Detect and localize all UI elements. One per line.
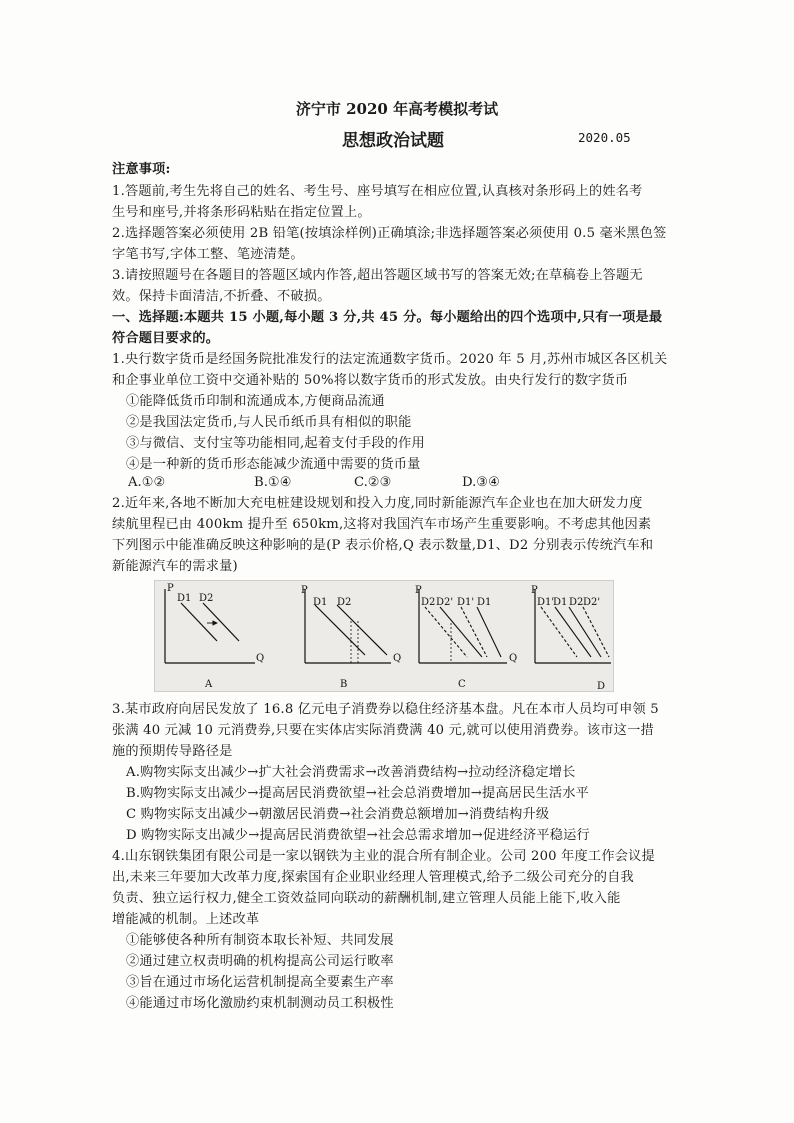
subject-title: 思想政治试题: [342, 131, 444, 151]
q1-item: ④是一种新的货币形态能减少流通中需要的货币量: [126, 457, 421, 472]
q3-option-c: C 购物实际支出减少→朝激居民消费→社会消费总额增加→消费结构升级: [126, 807, 550, 822]
notes-line: 2.选择题答案必须使用 2B 铅笔(按填涂样例)正确填涂;非选择题答案必须使用 0.5 毫米黑色签: [112, 226, 667, 241]
curve-label: D1': [457, 597, 475, 608]
curve-label: D2: [421, 597, 436, 608]
panel-letter: C: [458, 679, 466, 690]
notes-line: 字笔书写,字体工整、笔迹清楚。: [112, 247, 304, 262]
q2-stem: 新能源汽车的需求量): [112, 559, 238, 574]
axis-label: P: [531, 585, 538, 596]
notes-heading: 注意事项:: [112, 162, 171, 177]
panel-d: [531, 585, 611, 691]
notes-line: 生号和座号,并将条形码粘贴在指定位置上。: [112, 205, 371, 220]
panel-letter: B: [340, 679, 348, 690]
axis-label: P: [167, 583, 174, 594]
panel-letter: D: [597, 681, 606, 691]
q4-item: ①能够使各种所有制资本取长补短、共同发展: [126, 933, 394, 948]
curve-label: D1: [313, 597, 328, 608]
q2-stem: 2.近年来,各地不断加大充电桩建设规划和投入力度,同时新能源汽车企业也在加大研发力度: [112, 496, 643, 511]
notes-line: 效。保持卡面清洁,不折叠、不破损。: [112, 289, 331, 304]
q3-stem: 张满 40 元减 10 元消费券,只要在实体店实际消费满 40 元,就可以使用消费券。该市这一措: [112, 723, 654, 738]
curve-label: D1': [537, 597, 555, 608]
exam-date: 2020.05: [578, 130, 631, 145]
exam-title: 济宁市 2020 年高考模拟考试: [295, 100, 499, 118]
curve-label: D1: [177, 593, 192, 604]
section-heading: 一、选择题:本题共 15 小题,每小题 3 分,共 45 分。每小题给出的四个选项中,只有一项是最: [112, 310, 663, 325]
panel-a: [165, 583, 264, 690]
q1-option-c: C.②③: [354, 475, 392, 490]
q3-stem: 施的预期传导路径是: [112, 744, 233, 759]
q4-stem: 4.山东钢铁集团有限公司是一家以钢铁为主业的混合所有制企业。公司 200 年度工作会议提: [112, 849, 655, 864]
q3-option-a: A.购物实际支出减少→扩大社会消费需求→改善消费结构→拉动经济稳定增长: [126, 765, 576, 780]
q3-option-d: D 购物实际支出减少→提高居民消费欲望→社会总需求增加→促进经济平稳运行: [126, 828, 590, 843]
q2-stem: 续航里程已由 400km 提升至 650km,这将对我国汽车市场产生重要影响。不考虑其他因素: [112, 517, 652, 532]
curve-label: D2': [436, 597, 454, 608]
notes-line: 3.请按照题号在各题目的答题区域内作答,超出答题区域书写的答案无效;在草稿卷上答题无: [112, 268, 643, 283]
curve-label: D2: [569, 597, 584, 608]
q4-item: ③旨在通过市场化运营机制提高全要素生产率: [126, 975, 394, 990]
notes-line: 1.答题前,考生先将自己的姓名、考生号、座号填写在相应位置,认真核对条形码上的姓名考: [112, 184, 643, 199]
q1-item: ②是我国法定货币,与人民币纸币具有相似的职能: [126, 415, 412, 430]
q1-option-d: D.③④: [462, 475, 500, 490]
q1-stem: 和企事业单位工资中交通补贴的 50%将以数字货币的形式发放。由央行发行的数字货币: [112, 373, 629, 388]
q2-stem: 下列图示中能准确反映这种影响的是(P 表示价格,Q 表示数量,D1、D2 分别表示传统汽车和: [112, 538, 654, 553]
q1-option-a: A.①②: [128, 475, 166, 490]
curve-label: D1: [553, 597, 568, 608]
curve-label: D2: [199, 593, 214, 604]
section-heading: 符合题目要求的。: [112, 331, 220, 346]
q4-stem: 负责、独立运行权力,健全工资效益同向联动的薪酬机制,建立管理人员能上能下,收入能: [112, 891, 621, 906]
curve-label: D2: [337, 597, 352, 608]
q1-item: ③与微信、支付宝等功能相同,起着支付手段的作用: [126, 436, 425, 451]
q4-stem: 出,未来三年要加大改革力度,探索国有企业职业经理人管理模式,给予二级公司充分的自我: [112, 870, 634, 885]
q4-item: ④能通过市场化激励约束机制测动员工积极性: [126, 996, 394, 1011]
axis-label: P: [301, 585, 308, 596]
axis-label: Q: [509, 653, 518, 664]
curve-label: D1: [477, 597, 492, 608]
axis-label: P: [415, 585, 422, 596]
panel-c: [415, 585, 517, 690]
axis-label: Q: [256, 653, 265, 664]
panel-letter: A: [205, 679, 213, 690]
q2-demand-figure: [154, 580, 614, 692]
q4-item: ②通过建立权责明确的机构提高公司运行畋率: [126, 954, 394, 969]
axis-label: Q: [393, 653, 402, 664]
q3-stem: 3.某市政府向居民发放了 16.8 亿元电子消费券以稳住经济基本盘。凡在本市人员均可申领 5: [112, 702, 659, 717]
panel-b: [301, 585, 401, 690]
q1-item: ①能降低货币印制和流通成本,方便商品流通: [126, 394, 385, 409]
q4-stem: 增能减的机制。上述改革: [112, 912, 260, 927]
curve-label: D2': [583, 597, 601, 608]
q3-option-b: B.购物实际支出减少→提高居民消费欲望→社会总消费增加→提高居民生活水平: [126, 786, 590, 801]
q1-stem: 1.央行数字货币是经国务院批准发行的法定流通数字货币。2020 年 5 月,苏州市城区各区机关: [112, 352, 668, 367]
q1-option-b: B.①④: [254, 475, 292, 490]
